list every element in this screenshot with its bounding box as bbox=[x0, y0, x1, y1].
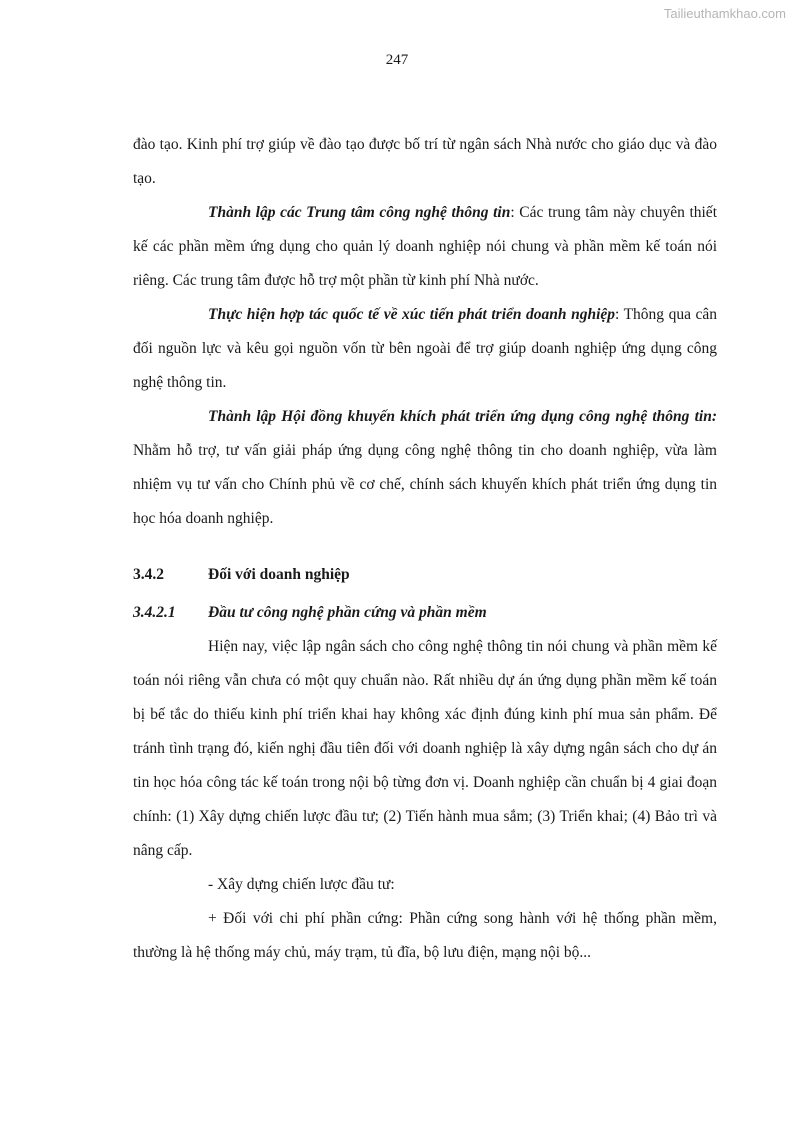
paragraph-heading: Thực hiện hợp tác quốc tế về xúc tiến phát triển doanh nghiệp bbox=[208, 306, 616, 323]
watermark: Tailieuthamkhao.com bbox=[663, 6, 786, 21]
paragraph-text: : Thông qua cân đối nguồn lực và kêu gọi nguồn vốn từ bên ngoài để trợ giúp doanh nghiệp ứng dụng công nghệ thông tin. bbox=[133, 306, 717, 391]
section-heading bbox=[133, 558, 717, 592]
document-body bbox=[133, 128, 717, 970]
subsection-number: 3.4.2.1 bbox=[133, 604, 176, 621]
subsection-heading bbox=[133, 596, 717, 630]
subsection-title: Đầu tư công nghệ phần cứng và phần mềm bbox=[208, 604, 487, 621]
paragraph-text: Nhằm hỗ trợ, tư vấn giải pháp ứng dụng công nghệ thông tin cho doanh nghiệp, vừa làm nhiệm vụ tư vấn cho Chính phủ về cơ chế, chính sách khuyến khích phát triển ứng dụng tin học hóa doanh nghiệp. bbox=[133, 442, 717, 527]
paragraph bbox=[133, 400, 717, 536]
paragraph-heading: Thành lập các Trung tâm công nghệ thông tin bbox=[208, 204, 511, 221]
section-number: 3.4.2 bbox=[133, 566, 164, 583]
paragraph: - Xây dựng chiến lược đầu tư: bbox=[208, 876, 395, 893]
paragraph bbox=[133, 298, 717, 400]
paragraph-heading: Thành lập Hội đồng khuyến khích phát triển ứng dụng công nghệ thông tin: bbox=[208, 408, 717, 425]
paragraph-text: : Các trung tâm này chuyên thiết kế các phần mềm ứng dụng cho quản lý doanh nghiệp nói chung và phần mềm kế toán nói riêng. Các trung tâm được hỗ trợ một phần từ kinh phí Nhà nước. bbox=[133, 204, 717, 289]
paragraph bbox=[133, 196, 717, 298]
section-title: Đối với doanh nghiệp bbox=[208, 566, 350, 583]
paragraph: + Đối với chi phí phần cứng: Phần cứng song hành với hệ thống phần mềm, thường là hệ thống máy chủ, máy trạm, tủ đĩa, bộ lưu điện, mạng nội bộ... bbox=[133, 910, 717, 961]
paragraph: đào tạo. Kinh phí trợ giúp về đào tạo được bố trí từ ngân sách Nhà nước cho giáo dục và đào tạo. bbox=[133, 136, 717, 187]
paragraph: Hiện nay, việc lập ngân sách cho công nghệ thông tin nói chung và phần mềm kế toán nói riêng vẫn chưa có một quy chuẩn nào. Rất nhiều dự án ứng dụng phần mềm kế toán bị bế tắc do thiếu kinh phí triển khai hay không xác định đúng kinh phí mua sản phẩm. Để tránh tình trạng đó, kiến nghị đầu tiên đối với doanh nghiệp là xây dựng ngân sách cho dự án tin học hóa công tác kế toán trong nội bộ từng đơn vị. Doanh nghiệp cần chuẩn bị 4 giai đoạn chính: (1) Xây dựng chiến lược đầu tư; (2) Tiến hành mua sắm; (3) Triển khai; (4) Bảo trì và nâng cấp. bbox=[133, 638, 717, 859]
page-number: 247 bbox=[385, 52, 409, 68]
